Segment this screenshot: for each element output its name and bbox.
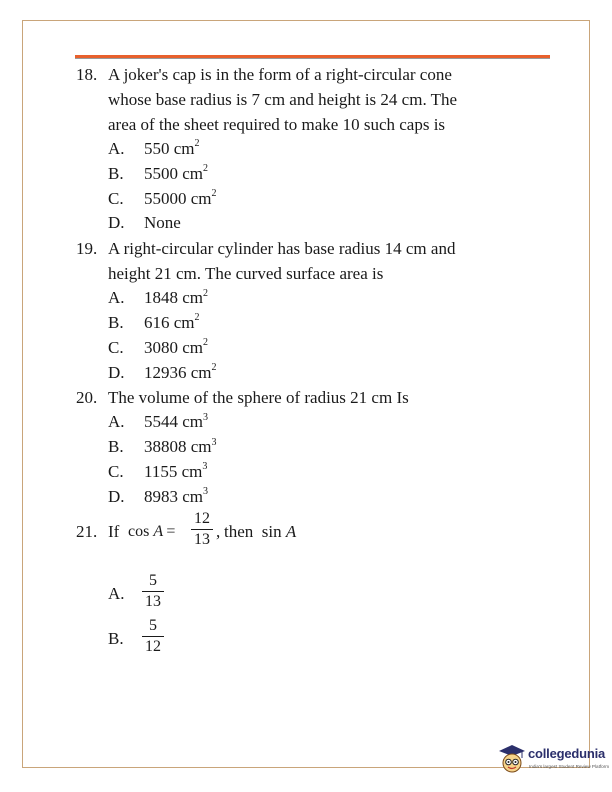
question-20 xyxy=(76,385,546,509)
unit-power: 2 xyxy=(203,163,209,175)
option-a xyxy=(76,410,546,435)
header-rule xyxy=(75,55,550,59)
option-value: 1848 cm xyxy=(144,288,204,308)
option-letter: B. xyxy=(108,628,124,648)
mascot-icon xyxy=(498,744,526,774)
option-letter: C. xyxy=(108,188,124,208)
question-19 xyxy=(76,236,546,385)
question-text: whose base radius is 7 cm and height is 24 cm. The xyxy=(108,90,458,109)
option-value: 616 cm xyxy=(144,312,195,332)
unit-power: 2 xyxy=(194,138,200,150)
option-letter: B. xyxy=(108,437,124,457)
option-letter: C. xyxy=(108,461,124,481)
option-letter: A. xyxy=(108,583,125,603)
fraction xyxy=(142,572,164,611)
option-c xyxy=(76,187,546,212)
cos-function: cos xyxy=(128,522,150,540)
question-21 xyxy=(76,510,546,662)
option-letter: A. xyxy=(108,412,125,432)
unit-power: 3 xyxy=(203,486,209,498)
option-a xyxy=(76,286,546,311)
option-value: 550 cm xyxy=(144,139,195,158)
sin-function: sin xyxy=(261,521,282,541)
question-prefix: If xyxy=(108,521,120,541)
numerator: 12 xyxy=(194,509,210,527)
option-c xyxy=(76,336,546,361)
question-text: A joker's cap is in the form of a right-circular cone xyxy=(108,65,452,84)
option-value: 1155 cm xyxy=(144,461,203,481)
unit-power: 2 xyxy=(203,287,209,299)
unit-power: 3 xyxy=(211,436,217,448)
angle-variable: A xyxy=(153,522,164,540)
option-d xyxy=(76,361,546,386)
question-text: The volume of the sphere of radius 21 cm Is xyxy=(108,388,409,408)
fraction-bar xyxy=(191,529,213,530)
option-c xyxy=(76,460,546,485)
option-value: 38808 cm xyxy=(144,437,212,457)
option-value: 5544 cm xyxy=(144,412,204,432)
option-b xyxy=(76,162,546,187)
question-text: height 21 cm. The curved surface area is xyxy=(108,264,384,284)
question-number: 20. xyxy=(76,388,98,408)
comma: , xyxy=(216,521,221,541)
option-letter: D. xyxy=(108,213,125,233)
option-d xyxy=(76,211,546,236)
option-a xyxy=(76,137,546,162)
option-b xyxy=(76,311,546,336)
option-letter: A. xyxy=(108,139,125,158)
unit-power: 2 xyxy=(211,187,217,199)
option-letter: B. xyxy=(108,312,124,332)
unit-power: 2 xyxy=(211,361,217,373)
unit-power: 3 xyxy=(202,461,208,473)
option-d xyxy=(76,485,546,510)
question-text: area of the sheet required to make 10 such caps is xyxy=(108,115,446,134)
option-letter: B. xyxy=(108,163,124,183)
then-text: then xyxy=(224,521,254,541)
option-b xyxy=(76,435,546,460)
denominator: 12 xyxy=(145,637,161,655)
question-text: A right-circular cylinder has base radius 14 cm and xyxy=(108,239,456,259)
fraction xyxy=(191,510,213,549)
option-a xyxy=(76,572,546,617)
option-value: 12936 cm xyxy=(144,362,212,382)
numerator: 5 xyxy=(149,616,157,634)
fraction-bar xyxy=(142,636,164,637)
option-letter: D. xyxy=(108,486,125,506)
option-letter: D. xyxy=(108,362,125,382)
denominator: 13 xyxy=(145,592,161,610)
fraction xyxy=(142,617,164,656)
collegedunia-logo xyxy=(498,742,610,776)
question-number: 21. xyxy=(76,521,98,541)
option-value: None xyxy=(144,213,181,233)
denominator: 13 xyxy=(194,530,210,548)
logo-name: collegedunia xyxy=(528,746,606,761)
equals-sign: = xyxy=(166,522,176,540)
question-list xyxy=(76,62,546,662)
option-value: 8983 cm xyxy=(144,486,204,506)
unit-power: 3 xyxy=(203,411,209,423)
question-number: 18. xyxy=(76,65,98,84)
logo-tagline: India's largest Student Review Platform xyxy=(529,764,610,769)
option-value: 3080 cm xyxy=(144,337,204,357)
numerator: 5 xyxy=(149,571,157,589)
option-b xyxy=(76,617,546,662)
unit-power: 2 xyxy=(203,337,209,349)
option-value: 5500 cm xyxy=(144,163,204,183)
fraction-bar xyxy=(142,591,164,592)
option-letter: A. xyxy=(108,288,125,308)
option-value: 55000 cm xyxy=(144,188,212,208)
option-letter: C. xyxy=(108,337,124,357)
question-number: 19. xyxy=(76,239,98,259)
angle-variable: A xyxy=(285,521,297,541)
question-18 xyxy=(76,62,546,236)
question-21-stem xyxy=(76,510,546,564)
unit-power: 2 xyxy=(194,312,200,324)
